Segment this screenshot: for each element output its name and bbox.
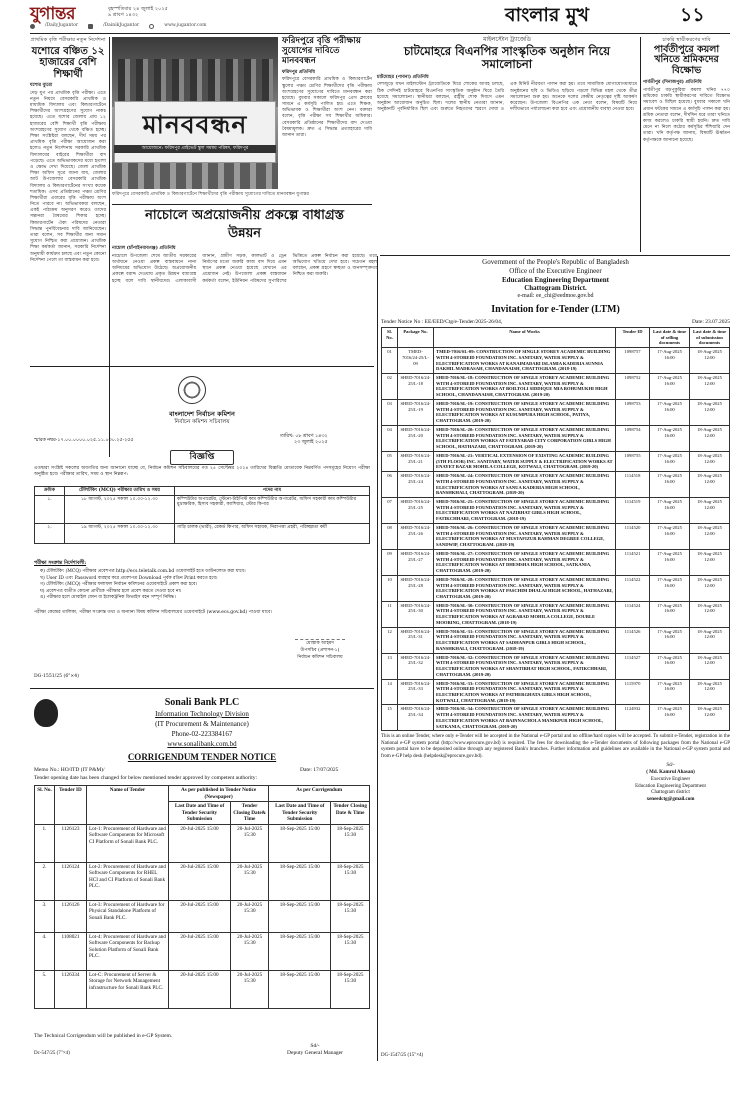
egp-dept: Education Engineering Department bbox=[502, 275, 609, 284]
cell: 20-Jul-2025 15:30 bbox=[231, 824, 269, 862]
cell-sell: 17-Aug-2025 16:00 bbox=[650, 705, 690, 731]
th-cd2: Tender Closing Date & Time bbox=[331, 802, 370, 825]
sonali-sub: (IT Procurement & Maintenance) bbox=[155, 720, 249, 728]
youtube-icon bbox=[88, 24, 93, 29]
ec-th-date: টেলিটকিং (MCQ) পরীক্ষার তারিখ ও সময় bbox=[65, 487, 175, 496]
cell: 20-Jul-2025 15:30 bbox=[231, 970, 269, 1008]
cell: 5. bbox=[35, 970, 55, 1008]
table-row bbox=[382, 399, 730, 425]
table-row bbox=[382, 705, 730, 731]
cell-id: 1124932 bbox=[616, 705, 650, 731]
cell-id: 1098753 bbox=[616, 399, 650, 425]
cell-sl: 09 bbox=[382, 549, 398, 575]
sonali-phone: Phone-02-223384167 bbox=[171, 730, 233, 738]
cell-sell: 17-Aug-2025 16:00 bbox=[650, 399, 690, 425]
egp-signer: ( Md. Kamrul Ahasan) bbox=[646, 770, 695, 776]
cell-sell: 17-Aug-2025 16:00 bbox=[650, 679, 690, 705]
egp-signer-title: Executive Engineer bbox=[650, 776, 691, 782]
cell: 20-Jul-2025 15:00 bbox=[169, 862, 231, 900]
banner-strip: আয়োজনে: ফরিদপুর প্রাইভেট স্কুল সমন্বয় পরিষদ, ফরিদপুর bbox=[114, 145, 276, 153]
cell-works: SHED-7016/SL-21: VERTICAL EXTENSION OF EXISTING ACADEMIC BUILDING (5TH FLOOR) INC. SANITARY, WATER SUPPLY & ELECTRIFICATION WORKS AT ENAYET BAZAR MOHILA COLLEGE, KOTWALI, CHATTOGRAM. (2019-20) bbox=[434, 451, 616, 471]
cell-sell: 17-Aug-2025 16:00 bbox=[650, 451, 690, 471]
cell: 18-Sep-2025 15:30 bbox=[331, 862, 370, 900]
cell-works: SHED-7016/SL-27: CONSTRUCTION OF SINGLE STOREY ACADEMIC BUILDING WITH 4-STOREID FOUNDATION INC. SANITARY, WATER SUPPLY & ELECTRIFICATION WORKS AT DHEMSHA HIGH SCHOOL, SATKANIA, CHATTOGRAM. (2019-20) bbox=[434, 549, 616, 575]
cell-works: SHED-7016/SL-24: CONSTRUCTION OF SINGLE STOREY ACADEMIC BUILDING WITH 4-STOREID FOUNDATION INC. SANITARY, WATER SUPPLY & ELECTRIFICATION WORKS AT SANUA KADERIA HIGH SCHOOL, BANSHKHALI, CHATTOGRAM. (2019-20) bbox=[434, 472, 616, 498]
date-line-2: ৯ শ্রাবণ ১৪৩২ bbox=[108, 12, 139, 19]
th-cd1: Tender Closing Date& Time bbox=[231, 802, 269, 825]
ec-instruction: গ) টেলিটকিং (MCQ) পরীক্ষার ফলাফল নির্বাচন কমিশনের ওয়েবসাইটে প্রকাশ করা হবে। bbox=[40, 582, 198, 588]
egp-date: Date: 23.07.2025 bbox=[691, 319, 730, 325]
globe-icon bbox=[149, 24, 154, 29]
cell: 1126123 bbox=[55, 824, 87, 862]
cell-sell: 17-Aug-2025 16:00 bbox=[650, 348, 690, 374]
masthead bbox=[0, 0, 748, 34]
th-selling: Last date & time of selling documents bbox=[650, 327, 690, 347]
table-row bbox=[382, 348, 730, 374]
egp-signer-district: Chattogram district bbox=[651, 790, 690, 796]
table-row bbox=[382, 472, 730, 498]
cell: 18-Sep-2025 15:00 bbox=[269, 970, 331, 1008]
cell-works: SHED-7016/SL-26: CONSTRUCTION OF SINGLE STOREY ACADEMIC BUILDING WITH 4-STOREID FOUNDATION INC. SANITARY, WATER SUPPLY & ELECTRIFICATION WORKS AT MUSTAFIZUR RAHMAN DEGREE COLLEGE, SANDWIP, CHATTOGRAM. (2018-19) bbox=[434, 523, 616, 549]
cell: 1126126 bbox=[55, 900, 87, 932]
nachole-body: নাচোলে উপজেলা শেষে জাতীয় সরকারের অর্থায়নে নেওয়া প্রকল্প বাস্তবায়নে নানা অনিয়মের অভিযোগ উঠেছে। অপ্রয়োজনীয় প্রকল্পে বরাদ্দ দেওয়ায় প্রকৃত উন্নয়ন বাধাগ্রস্ত হচ্ছে বলে দাবি স্থানীয়দের। এলাকাবাসী জানান, গ্রামীণ সড়ক, কালভার্ট ও ড্রেন নির্মাণের মতো জরুরি কাজ বাদ দিয়ে এমন স্থানে প্রকল্প নেওয়া হয়েছে যেখানে এর প্রয়োজন নেই। উপজেলা প্রকল্প বাস্তবায়ন কর্মকর্তা বলেন, ইউনিয়ন পরিষদের সুপারিশের ভিত্তিতে প্রকল্প নির্বাচন করা হয়েছে। তবে অভিযোগ খতিয়ে দেখা হবে। সচেতন মহল বলছেন, প্রকল্প গ্রহণে স্বচ্ছতা ও জনসম্পৃক্ততা নিশ্চিত করা জরুরি। bbox=[112, 253, 377, 284]
ec-signer: মোস্তাক আহমদ bbox=[306, 641, 334, 646]
cell-sub: 18-Aug-2025 12:00 bbox=[690, 425, 730, 451]
cell-sell: 17-Aug-2025 16:00 bbox=[650, 497, 690, 523]
cell-sub: 18-Aug-2025 12:00 bbox=[690, 472, 730, 498]
cell: 18-Sep-2025 15:30 bbox=[331, 824, 370, 862]
egp-sd: Sd/- bbox=[666, 763, 675, 769]
table-row bbox=[35, 824, 370, 862]
cell-pkg: SHED-7016/24-25/L-30 bbox=[398, 601, 434, 627]
cell-works: SHED-7016/SL-28: CONSTRUCTION OF SINGLE STOREY ACADEMIC BUILDING WITH 4-STOREID FOUNDATION INC. SANITARY, WATER SUPPLY & ELECTRIFICATION WORKS AT PASCHIM DHALAI HIGH SCHOOL, HATHAZARI, CHATTOGRAM. (2019-20) bbox=[434, 575, 616, 601]
egp-dg: DG-1547/25 (15"×4) bbox=[381, 1052, 424, 1058]
th-ld1: Last Date and Time of Tender Security Submission bbox=[169, 802, 231, 825]
cell-works: TMED-7016/SL-09: CONSTRUCTION OF SINGLE STOREY ACADEMIC BUILDING WITH 4-STOREID FOUNDATION INC. SANITARY, WATER SUPPLY & ELECTRIFICATION WORKS AT KANAIMADARI ISLAMIA KADERIA SUNNIA DAKHIL MADRASAH, CHANDANAISH, CHATTOGRAM. (2018-19) bbox=[434, 348, 616, 374]
egp-title: Invitation for e-Tender (LTM) bbox=[491, 303, 620, 315]
cell-pkg: SHED-7016/24-25/L-18 bbox=[398, 374, 434, 400]
egp-email[interactable]: e-mail: ee_chi@eedmoe.gov.bd bbox=[517, 293, 594, 299]
story-kicker: প্রাথমিক বৃত্তি পরীক্ষার নতুন নির্দেশনা bbox=[30, 37, 106, 43]
cell-id: 1114518 bbox=[616, 472, 650, 498]
cell-sell: 17-Aug-2025 16:00 bbox=[650, 425, 690, 451]
cell-id: 1114521 bbox=[616, 549, 650, 575]
table-row bbox=[35, 523, 370, 543]
cell-pkg: SHED-7016/24-25/L-32 bbox=[398, 653, 434, 679]
cell-pkg: SHED-7016/24-25/L-20 bbox=[398, 425, 434, 451]
cell-sl: 12 bbox=[382, 627, 398, 653]
cell-sub: 18-Aug-2025 12:00 bbox=[690, 705, 730, 731]
table-row bbox=[382, 451, 730, 471]
cell-pkg: SHED-7016/24-25/L-33 bbox=[398, 679, 434, 705]
faridpur-body: ফরিদপুরে বেসরকারি প্রাথমিক ও কিন্ডারগার্টেন স্কুলের পঞ্চম শ্রেণির শিক্ষার্থীদের বৃত্তি পরীক্ষায় অংশগ্রহণের সুযোগের দাবিতে মানববন্ধন করা হয়েছে। বুধবার সকালে ফরিদপুর প্রেস ক্লাবের সামনে এ কর্মসূচি পালিত হয়। এতে শিক্ষক, অভিভাবক ও শিক্ষার্থীরা অংশ নেন। বক্তারা বলেন, বৃত্তি পরীক্ষা সব শিক্ষার্থীর অধিকার। বেসরকারি প্রতিষ্ঠানের শিক্ষার্থীদের বাদ দেওয়া বৈষম্যমূলক। দ্রুত এ সিদ্ধান্ত প্রত্যাহারের দাবি জানান তারা। bbox=[282, 77, 372, 139]
egp-table bbox=[381, 327, 730, 732]
social-handle-1[interactable]: /DailyJugantor bbox=[45, 23, 79, 29]
cell-sub: 18-Aug-2025 12:00 bbox=[690, 374, 730, 400]
cell-sub: 18-Aug-2025 12:00 bbox=[690, 653, 730, 679]
sonali-sd: Sd/- bbox=[310, 1043, 320, 1049]
story-chatmohar bbox=[377, 37, 637, 202]
sonali-dc: Dc-547/25 (7"×4) bbox=[34, 1051, 70, 1056]
cell: 1126334 bbox=[55, 970, 87, 1008]
cell: Lot-2: Procurement of Hardware and Software Components for RHEL HCI and CI Platform of Sonali Bank PLC. bbox=[87, 862, 169, 900]
cell-sell: 17-Aug-2025 16:00 bbox=[650, 523, 690, 549]
sonali-date: Date: 17/07/2025 bbox=[300, 767, 339, 773]
cell: 18-Sep-2025 15:00 bbox=[269, 932, 331, 970]
cell-sub: 18-Aug-2025 12:00 bbox=[690, 627, 730, 653]
signature-scribble bbox=[295, 632, 345, 640]
cell-works: SHED-7016/SL-19: CONSTRUCTION OF SINGLE STOREY ACADEMIC BUILDING WITH 4-STOREID FOUNDATION INC. SANITARY, WATER SUPPLY & ELECTRIFICATION WORKS AT KUSUMPURA HIGH SCHOOL, PATIYA, CHATTOGRAM. (2019-20) bbox=[434, 399, 616, 425]
sonali-web[interactable]: www.sonalibank.com.bd bbox=[167, 740, 237, 748]
nachole-headline: নাচোলে অপ্রয়োজনীয় প্রকল্পে বাধাগ্রস্ত উন্নয়ন bbox=[145, 208, 344, 241]
cell-works: SHED-7016/SL-33: CONSTRUCTION OF SINGLE STOREY ACADEMIC BUILDING WITH 4-STOREID FOUNDATION INC. SANITARY, WATER SUPPLY & ELECTRIFICATION WORKS AT PATHERGHATA GIRLS HIGH SCHOOL, KOTWALI, CHATTOGRAM. (2018-19) bbox=[434, 679, 616, 705]
table-row bbox=[382, 523, 730, 549]
cell-works: SHED-7016/SL-18: CONSTRUCTION OF SINGLE STOREY ACADEMIC BUILDING WITH 4-STOREID FOUNDATION INC. SANITARY, WATER SUPPLY & ELECTRIFICATION WORKS AT BOILTOLI SIDDIQUE MIA BOHUMUKHI HIGH SCHOOL, CHANDANAISH, CHATTOGRAM. (2019-20) bbox=[434, 374, 616, 400]
cell: 1126124 bbox=[55, 862, 87, 900]
ec-instruction: ঙ) পরীক্ষার হলে মোবাইল ফোন বা ইলেকট্রনিক ডিভাইস বহন সম্পূর্ণ নিষিদ্ধ। bbox=[40, 595, 176, 601]
cell: 20-Jul-2025 15:00 bbox=[169, 970, 231, 1008]
table-row bbox=[35, 932, 370, 970]
cell: 18-Sep-2025 15:00 bbox=[269, 862, 331, 900]
th-sl: Sl. No. bbox=[35, 786, 55, 825]
cell: 20-Jul-2025 15:00 bbox=[169, 900, 231, 932]
table-row bbox=[35, 495, 370, 523]
cell: 18-Sep-2025 15:00 bbox=[269, 824, 331, 862]
cell-sub: 18-Aug-2025 12:00 bbox=[690, 575, 730, 601]
table-row bbox=[382, 549, 730, 575]
cell-sell: 17-Aug-2025 16:00 bbox=[650, 549, 690, 575]
page-number: ১১ bbox=[680, 4, 705, 26]
cell-works: SHED-7016/SL-20: CONSTRUCTION OF SINGLE STOREY ACADEMIC BUILDING WITH 4-STOREID FOUNDATION INC. SANITARY, WATER SUPPLY & ELECTRIFICATION WORKS AT FATEYABAD CITY CORPORATION GIRLS HIGH SCHOOL, HATHAZARI, CHATTOGRAM. (2019-20) bbox=[434, 425, 616, 451]
egp-signer-dept: Education Engineering Department bbox=[635, 783, 706, 789]
parbatipur-body: পার্বতীপুর বড়পুকুরিয়া কয়লা খনির ৭৭০ শ্রমিকের চাকরি স্থায়ীকরণের দাবিতে বিক্ষোভ সমাবেশ ও মিছিল হয়েছে। বুধবার সকালে খনি প্রধান ফটকের সামনে এ কর্মসূচি পালন করা হয়। শ্রমিক নেতারা বলেন, দীর্ঘদিন ধরে তারা খনিতে কাজ করলেও চাকরি স্থায়ী হয়নি। দ্রুত দাবি মেনে না নিলে কঠোর কর্মসূচির হুঁশিয়ারি দেন তারা। খনি কর্তৃপক্ষ জানায়, বিষয়টি ঊর্ধ্বতন কর্তৃপক্ষকে জানানো হয়েছে। bbox=[643, 88, 730, 143]
ec-signer-title: উপসচিব (প্রশাসন-১) bbox=[300, 647, 340, 653]
cell-id: 1098757 bbox=[616, 348, 650, 374]
cell-id: 1115970 bbox=[616, 679, 650, 705]
jugantor-logo: যুগান্তর bbox=[30, 4, 75, 24]
cell: 1. bbox=[35, 824, 55, 862]
table-row bbox=[382, 374, 730, 400]
ec-instruction: ক) টেলিটকিং (MCQ) পরীক্ষার প্রবেশপত্র http://ecs.teletalk.com.bd ওয়েবসাইট হতে ডাউনলোড করা যাবে। bbox=[40, 569, 246, 574]
cell-sell: 17-Aug-2025 16:00 bbox=[650, 653, 690, 679]
egp-tender-no: Tender Notice No : EE/EED/Ctg/e-Tender/2025-26/04, bbox=[381, 319, 503, 325]
cell-id: 1114527 bbox=[616, 653, 650, 679]
ec-notice bbox=[30, 370, 374, 688]
ec-th-sl: ক্রমিক bbox=[35, 487, 65, 496]
cell: 20-Jul-2025 15:30 bbox=[231, 900, 269, 932]
th-corrigendum: As per Corrigendum bbox=[269, 786, 370, 802]
ec-intro: এতদ্বারা সংশ্লিষ্ট সকলের অবগতির জন্য জানানো যাচ্ছে যে, নির্বাচন কমিশন সচিবালয়ের গত ২৫ সেপ্টেম্বর ২০২৪ তারিখের বিজ্ঞপ্তি মোতাবেক নিম্নবর্ণিত পদসমূহের নিয়োগ পরীক্ষা অনুষ্ঠিত হবে। পরীক্ষার তারিখ, সময় ও স্থান নিম্নরূপ: bbox=[34, 466, 370, 477]
cell-sub: 18-Aug-2025 12:00 bbox=[690, 497, 730, 523]
cell-sl: 13 bbox=[382, 653, 398, 679]
sonali-note: The Technical Corrigendum will be published in e-GP System. bbox=[34, 1033, 173, 1039]
protest-photo bbox=[112, 37, 278, 189]
cell-id: 1098752 bbox=[616, 374, 650, 400]
chatmohar-body: দেশজুড়ে যখন মাইলস্টোন ট্র্যাজেডিকে ঘিরে শোকের আবহ চলছে, ঠিক সেদিনই চাটমোহরে বিএনপির সাংস্কৃতিক অনুষ্ঠান ঘিরে তৈরি হয়েছে সমালোচনা। স্থানীয়রা বলছেন, রাষ্ট্রীয় শোক দিবসে এমন অনুষ্ঠান আয়োজন অনুচিত ছিল। দলের স্থানীয় নেতারা জানান, অনুষ্ঠানটি পূর্বনির্ধারিত ছিল এবং শুরুতে নিহতদের স্মরণে দোয়া ও এক মিনিট নীরবতা পালন করা হয়। তবে সামাজিক যোগাযোগমাধ্যমে অনুষ্ঠানের ছবি ও ভিডিও ছড়িয়ে পড়লে বিভিন্ন মহল থেকে তীব্র সমালোচনা শুরু হয়। অনেকে দলের কেন্দ্রীয় নেতৃত্বের দৃষ্টি আকর্ষণ করেছেন। উপজেলা বিএনপির এক নেতা বলেন, বিষয়টি নিয়ে দলীয়ভাবে পর্যালোচনা করা হবে এবং প্রয়োজনীয় ব্যবস্থা নেওয়া হবে। bbox=[377, 82, 637, 113]
nachole-byline: নাচোল (চাঁপাইনবাবগঞ্জ) প্রতিনিধি bbox=[112, 246, 176, 252]
cell-sl: 10 bbox=[382, 575, 398, 601]
ec-title: বিজ্ঞপ্তি bbox=[170, 450, 234, 465]
cell: 1108021 bbox=[55, 932, 87, 970]
table-row bbox=[382, 575, 730, 601]
table-row bbox=[35, 862, 370, 900]
cell-id: 1114524 bbox=[616, 601, 650, 627]
ec-date-1: তারিখ: ০৮ শ্রাবণ ১৪৩২ bbox=[280, 434, 328, 439]
cell-sl: 05 bbox=[382, 451, 398, 471]
parbatipur-byline: পার্বতীপুর (দিনাজপুর) প্রতিনিধি bbox=[643, 80, 702, 86]
cell-sl: 06 bbox=[382, 472, 398, 498]
story-faridpur bbox=[112, 37, 372, 202]
table-row bbox=[382, 653, 730, 679]
parbatipur-kicker: চাকরি স্থায়ীকরণের দাবি bbox=[662, 37, 711, 43]
table-row bbox=[382, 497, 730, 523]
cell-id: 1114519 bbox=[616, 497, 650, 523]
story-body: দেড় যুগ পর প্রাথমিক বৃত্তি পরীক্ষা। এতে নতুন নিয়মে বেসরকারি প্রাথমিক ও মাধ্যমিক বিদ্যালয় এবং কিন্ডারগার্টেনে শিক্ষার্থীদের অংশগ্রহণের সুযোগ নাকচ হয়েছে। এতে যশোর জেলায় প্রায় ১২ হাজারের বেশি শিক্ষার্থী বৃত্তি পরীক্ষায় অংশগ্রহণের সুযোগ থেকে বঞ্চিত হচ্ছে। শিক্ষা সংশ্লিষ্টরা বলছেন, দীর্ঘ সময় পর প্রাথমিক বৃত্তি পরীক্ষা আয়োজন করা হলেও নতুন নির্দেশনায় সরকারি প্রাথমিক বিদ্যালয়ের বাইরের শিক্ষার্থীরা বাদ পড়েছে। এতে অভিভাবকদের মধ্যে হতাশা ও ক্ষোভ দেখা দিয়েছে। জেলা প্রাথমিক শিক্ষা অফিস সূত্রে জানা যায়, জেলার আট উপজেলায় বেসরকারি প্রাথমিক বিদ্যালয় ও কিন্ডারগার্টেনের সংখ্যা কয়েক শতাধিক। এসব প্রতিষ্ঠানের পঞ্চম শ্রেণির শিক্ষার্থীরা এবারের বৃত্তি পরীক্ষায় অংশ নিতে পারবে না। অভিভাবকরা বলছেন, একই পাঠ্যক্রম অনুসরণ করেও তাদের সন্তানরা বৈষম্যের শিকার হচ্ছে। কিন্ডারগার্টেন ঐক্য পরিষদের নেতারা সিদ্ধান্ত পুনর্বিবেচনার দাবি জানিয়েছেন। তারা বলেন, সব শিক্ষার্থীর জন্য সমান সুযোগ নিশ্চিত করা প্রয়োজন। প্রাথমিক শিক্ষা কর্মকর্তা জানান, সরকারি নির্দেশনা অনুযায়ী কার্যক্রম চলছে এবং নতুন কোনো নির্দেশনা পেলে তা বাস্তবায়ন করা হবে। bbox=[30, 90, 106, 263]
table-row bbox=[382, 601, 730, 627]
cell-pkg: SHED-7016/24-25/L-27 bbox=[398, 549, 434, 575]
sonali-notice bbox=[30, 693, 374, 1063]
ec-org: বাংলাদেশ নির্বাচন কমিশন bbox=[169, 410, 235, 418]
cell-sl: 03 bbox=[382, 399, 398, 425]
cell: ২. bbox=[35, 523, 65, 543]
cell: ১. bbox=[35, 495, 65, 523]
cell-sell: 17-Aug-2025 16:00 bbox=[650, 472, 690, 498]
faridpur-byline: ফরিদপুর প্রতিনিধি bbox=[282, 69, 315, 75]
cell-sub: 18-Aug-2025 12:00 bbox=[690, 348, 730, 374]
cell-pkg: SHED-7016/24-25/L-34 bbox=[398, 705, 434, 731]
cell: 20-Jul-2025 15:00 bbox=[169, 932, 231, 970]
cell: ১৮ আগস্ট, ২০২৫ সকাল ১০.৩০-১২.৩০ bbox=[65, 495, 175, 523]
th-published: As per published in Tender Notice (Newspaper) bbox=[169, 786, 269, 802]
th-ld2: Last Date and Time of Tender Security Submission bbox=[269, 802, 331, 825]
ec-date-2: ২৩ জুলাই ২০২৫ bbox=[294, 439, 328, 445]
ec-instruction: ঘ) প্রবেশপত্র ব্যতীত কোনো প্রার্থীকে পরীক্ষার হলে প্রবেশ করতে দেওয়া হবে না। bbox=[40, 588, 182, 594]
cell-sl: 07 bbox=[382, 497, 398, 523]
cell: 3. bbox=[35, 900, 55, 932]
cell: Lot-C: Procurement of Server & Storage for Network Management infrastructure for Sonali Bank PLC. bbox=[87, 970, 169, 1008]
chatmohar-byline: চাটমোহর (পাবনা) প্রতিনিধি bbox=[377, 74, 429, 80]
table-row bbox=[382, 627, 730, 653]
th-name: Name of Tender bbox=[87, 786, 169, 825]
ec-exam-table bbox=[34, 486, 370, 544]
chatmohar-kicker: মাইলস্টোন ট্র্যাজেডি bbox=[483, 37, 531, 43]
sonali-signer: Deputy General Manager bbox=[287, 1049, 343, 1056]
cell-id: 1114522 bbox=[616, 575, 650, 601]
cell-pkg: TMED-7016/24-25/L-09 bbox=[398, 348, 434, 374]
sonali-table bbox=[34, 785, 370, 1009]
table-row bbox=[382, 679, 730, 705]
sonali-title: CORRIGENDUM TENDER NOTICE bbox=[127, 752, 277, 762]
egp-signer-email[interactable]: xeneedctg@gmail.com bbox=[646, 797, 695, 803]
story-headline: যশোরে বঞ্চিত ১২ হাজারের বেশি শিক্ষার্থী bbox=[31, 45, 105, 80]
cell: কম্পিউটার অপারেটর, স্টেনো-টাইপিস্ট কাম কম্পিউটার অপারেটর, অফিস সহকারী কাম কম্পিউটার মুদ্রাক্ষরিক, হিসাব সহকারী, ক্যাশিয়ার, স্টোর কিপার bbox=[175, 495, 370, 523]
cell: Lot-4: Procurement of Hardware and Software Components for Backup Solution Platform of Sonali Bank PLC. bbox=[87, 932, 169, 970]
sonali-memo: Memo No.: HO/ITD (IT P&M)/ bbox=[34, 767, 105, 773]
ec-instruction: খ) User ID এবং Password ব্যবহার করে প্রবেশপত্র Download পূর্বক রঙিন Print করতে হবে। bbox=[40, 575, 218, 581]
th-tender-id: Tender ID bbox=[616, 327, 650, 347]
cell-pkg: SHED-7016/24-25/L-28 bbox=[398, 575, 434, 601]
egp-office: Office of the Executive Engineer bbox=[509, 266, 602, 275]
egp-notice bbox=[381, 258, 730, 1063]
section-title: বাংলার মুখ bbox=[505, 4, 590, 26]
th-submission: Last date & time of submission documents bbox=[690, 327, 730, 347]
table-row bbox=[35, 970, 370, 1008]
cell-sl: 02 bbox=[382, 374, 398, 400]
ec-instructions-title: পরীক্ষা সংক্রান্ত নির্দেশাবলী: bbox=[34, 560, 87, 566]
facebook-icon bbox=[30, 24, 35, 29]
cell-works: SHED-7016/SL-31: CONSTRUCTION OF SINGLE STOREY ACADEMIC BUILDING WITH 4-STOREID FOUNDATION INC. SANITARY, WATER SUPPLY & ELECTRIFICATION WORKS AT SADHANPUR GIRLS HIGH SCHOOL, BANSHKHALI, CHATTOGRAM. (2018-19) bbox=[434, 627, 616, 653]
website-link[interactable]: www.jugantor.com bbox=[164, 23, 207, 29]
ec-footer-note: পরীক্ষা কেন্দ্রের তালিকা, পরীক্ষা সংক্রান্ত তথ্য ও অন্যান্য বিষয় কমিশন সচিবালয়ের ওয়েবসাইটে (www.ecs.gov.bd) পাওয়া যাবে। bbox=[34, 610, 272, 615]
ec-dg: DG-1551/25 (6"×4) bbox=[34, 674, 79, 679]
story-parbatipur bbox=[643, 37, 730, 252]
egp-district: Chattogram District. bbox=[524, 284, 587, 293]
banner-text: মানববন্ধন bbox=[142, 110, 248, 139]
cell-sub: 18-Aug-2025 12:00 bbox=[690, 549, 730, 575]
cell-pkg: SHED-7016/24-25/L-25 bbox=[398, 497, 434, 523]
cell: 20-Jul-2025 15:30 bbox=[231, 932, 269, 970]
cell-pkg: SHED-7016/24-25/L-21 bbox=[398, 451, 434, 471]
cell-sell: 17-Aug-2025 16:00 bbox=[650, 374, 690, 400]
cell-sub: 18-Aug-2025 12:00 bbox=[690, 523, 730, 549]
cell-id: 1114526 bbox=[616, 627, 650, 653]
cell-id: 1098755 bbox=[616, 451, 650, 471]
cell-sl: 11 bbox=[382, 601, 398, 627]
cell: 20-Jul-2025 15:00 bbox=[169, 824, 231, 862]
chatmohar-headline: চাটমোহরে বিএনপির সাংস্কৃতিক অনুষ্ঠান নিয়ে সমালোচনা bbox=[403, 44, 611, 72]
cell-pkg: SHED-7016/24-25/L-26 bbox=[398, 523, 434, 549]
cell-sub: 18-Aug-2025 12:00 bbox=[690, 679, 730, 705]
sonali-division: Information Technology Division bbox=[155, 710, 249, 718]
bangladesh-emblem-icon bbox=[178, 376, 206, 404]
ec-office: নির্বাচন কমিশন সচিবালয় bbox=[174, 419, 230, 425]
cell: 18-Sep-2025 15:30 bbox=[331, 970, 370, 1008]
table-row bbox=[382, 425, 730, 451]
cell-sub: 18-Aug-2025 12:00 bbox=[690, 601, 730, 627]
cell: Lot-1: Procurement of Hardware and Software Components for Microsoft CI Platform of Sonali Bank PLC. bbox=[87, 824, 169, 862]
cell-pkg: SHED-7016/24-25/L-24 bbox=[398, 472, 434, 498]
cell-works: SHED-7016/SL-25: CONSTRUCTION OF SINGLE STOREY ACADEMIC BUILDING WITH 4-STOREID FOUNDATION INC. SANITARY, WATER SUPPLY & ELECTRIFICATION WORKS AT NAZIRHAT GIRLS HIGH SCHOOL, FATIKCHHARI, CHATTOGRAM. (2018-19) bbox=[434, 497, 616, 523]
sonali-name: Sonali Bank PLC bbox=[164, 697, 240, 708]
cell-works: SHED-7016/SL-34: CONSTRUCTION OF SINGLE STOREY ACADEMIC BUILDING WITH 4-STOREID FOUNDATION INC. SANITARY, WATER SUPPLY & ELECTRIFICATION WORKS AT BAINNACHOLA MANIKPUR HIGH SCHOOL, SATKANIA, CHATTOGRAM. (2019-20) bbox=[434, 705, 616, 731]
cell: 20-Jul-2025 15:30 bbox=[231, 862, 269, 900]
cell-sell: 17-Aug-2025 16:00 bbox=[650, 627, 690, 653]
photo-caption: ফরিদপুরে বেসরকারি প্রাথমিক ও কিন্ডারগার্টেনে শিক্ষার্থীদের বৃত্তি পরীক্ষায় সুযোগের দাবিতে মানববন্ধন যুগান্তর bbox=[112, 192, 310, 197]
cell: Lot-3: Procurement of Hardware for Physical Standalone Platform of Sonali Bank PLC. bbox=[87, 900, 169, 932]
cell: 18-Sep-2025 15:30 bbox=[331, 932, 370, 970]
faridpur-headline: ফরিদপুরে বৃত্তি পরীক্ষায় সুযোগের দাবিতে মানববন্ধন bbox=[282, 36, 361, 66]
cell: 2. bbox=[35, 862, 55, 900]
social-handle-2[interactable]: /DainikJugantor bbox=[103, 23, 140, 29]
ec-memo: স্মারক নম্বর-১৭.০০.০০০০.০২৫.১১.০৩০.২৫-২৫৫ bbox=[34, 438, 134, 443]
egp-footer: This is an online Tender, where only e-Tender will be accepted in the National e-GP portal and no offline/hard copies will be accepted. To submit e-Tender, registration in the National e-GP system portal (http://www.eprocure.gov.bd) is required. The fees for downloading the e-Tender documents of following packages from the National e-GP system portal have to be deposited online through any registered Bank's branches. Further information and guidelines are available in the National e-GP system portal and from e-GP help desk (helpdesk@eprocure.gov.bd). bbox=[381, 734, 730, 759]
sonali-intro: Tender opening date has been changed for below mentioned tender approved by competent authority: bbox=[34, 775, 258, 781]
table-row bbox=[35, 900, 370, 932]
egp-gov: Government of the People's Republic of Bangladesh bbox=[482, 258, 629, 266]
cell: 4. bbox=[35, 932, 55, 970]
cell: 18-Sep-2025 15:30 bbox=[331, 900, 370, 932]
th-works: Name of Works bbox=[434, 327, 616, 347]
cell-sl: 01 bbox=[382, 348, 398, 374]
cell: ১৯ আগস্ট, ২০২৫ সকাল ১০.৩০-১২.৩০ bbox=[65, 523, 175, 543]
cell-pkg: SHED-7016/24-25/L-31 bbox=[398, 627, 434, 653]
cell-sl: 08 bbox=[382, 523, 398, 549]
cell-sub: 18-Aug-2025 12:00 bbox=[690, 399, 730, 425]
cell-id: 1098754 bbox=[616, 425, 650, 451]
th-sl: Sl. No. bbox=[382, 327, 398, 347]
ec-signer-office: নির্বাচন কমিশন সচিবালয় bbox=[297, 654, 343, 660]
cell-sub: 18-Aug-2025 12:00 bbox=[690, 451, 730, 471]
cell: 18-Sep-2025 15:00 bbox=[269, 900, 331, 932]
th-tender-id: Tender ID bbox=[55, 786, 87, 825]
cell-sl: 14 bbox=[382, 679, 398, 705]
cell-pkg: SHED-7016/24-25/L-19 bbox=[398, 399, 434, 425]
cell-sl: 15 bbox=[382, 705, 398, 731]
cell: গাড়ি চালক (ভারী), রেকর্ড কিপার, অফিস সহায়ক, নিরাপত্তা প্রহরী, পরিচ্ছন্নতা কর্মী bbox=[175, 523, 370, 543]
cell-sl: 04 bbox=[382, 425, 398, 451]
ec-th-post: পদের নাম bbox=[175, 487, 370, 496]
cell-id: 1114520 bbox=[616, 523, 650, 549]
cell-works: SHED-7016/SL-30: CONSTRUCTION OF SINGLE STOREY ACADEMIC BUILDING WITH 4-STOREID FOUNDATION INC. SANITARY, WATER SUPPLY & ELECTRIFICATION WORKS AT AGRABAD MOHILA COLLEGE, DOUBLE MOORING, CHATTOGRAM. (2018-19) bbox=[434, 601, 616, 627]
cell-works: SHED-7016/SL-32: CONSTRUCTION OF SINGLE STOREY ACADEMIC BUILDING WITH 4-STOREID FOUNDATION INC. SANITARY, WATER SUPPLY & ELECTRIFICATION WORKS AT SHANTIRHAT HIGH SCHOOL, FATIKCHHARI, CHATTOGRAM. (2019-20) bbox=[434, 653, 616, 679]
cell-sell: 17-Aug-2025 16:00 bbox=[650, 575, 690, 601]
date-line-1: বৃহস্পতিবার ২৪ জুলাই ২০২৫ bbox=[108, 6, 168, 12]
cell-sell: 17-Aug-2025 16:00 bbox=[650, 601, 690, 627]
parbatipur-headline: পার্বতীপুরে কয়লা খনিতে শ্রমিকদের বিক্ষোভ bbox=[653, 43, 720, 77]
th-package: Package No. bbox=[398, 327, 434, 347]
story-byline: যশোর ব্যুরো bbox=[30, 83, 53, 88]
